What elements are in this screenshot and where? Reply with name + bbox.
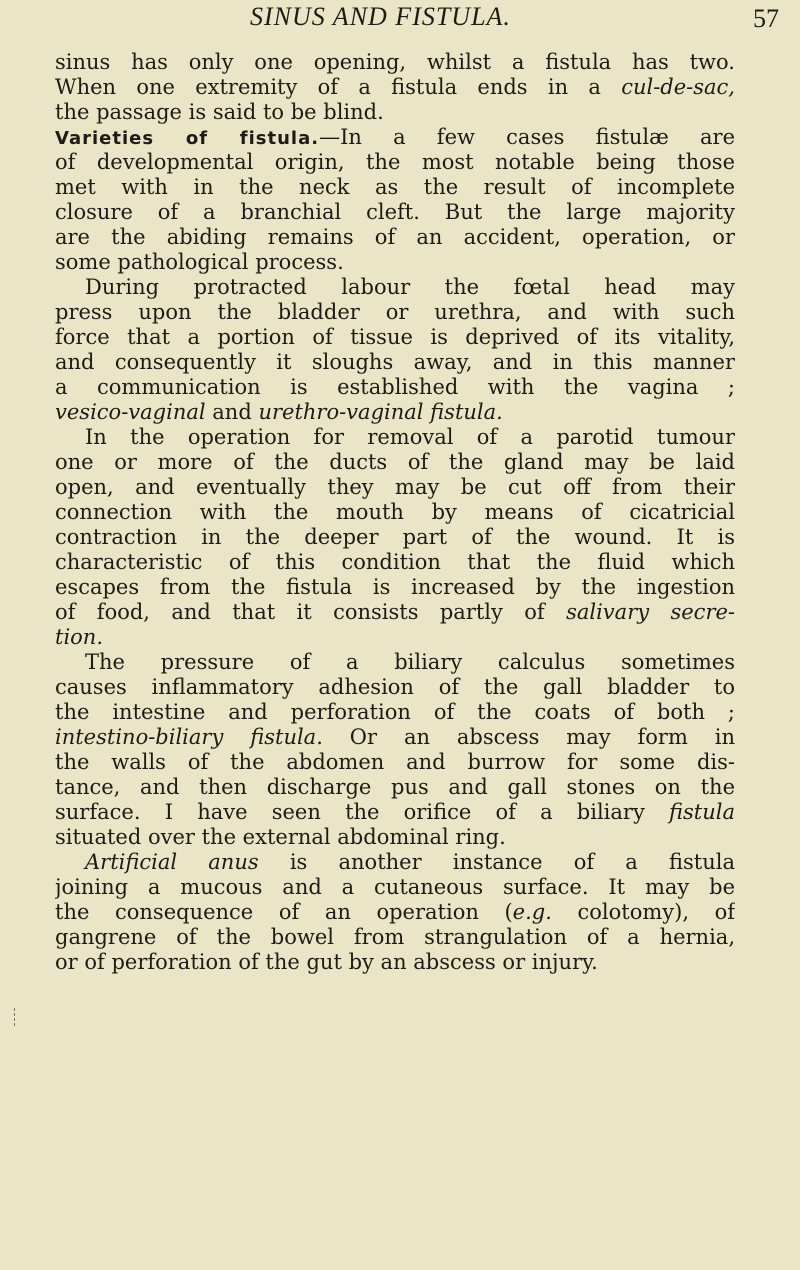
text-line: of food, and that it consists partly of salivary secre- [55, 600, 735, 624]
text-line: the passage is said to be blind. [55, 100, 384, 124]
text-line: force that a portion of tissue is deprived of its vitality, [55, 325, 735, 349]
text-line: connection with the mouth by means of cicatricial [55, 500, 735, 524]
margin-mark [14, 1008, 16, 1026]
text-line: the intestine and perforation of the coats of both ; [55, 700, 735, 724]
text-line: gangrene of the bowel from strangulation of a hernia, [55, 925, 735, 949]
text-line: characteristic of this condition that the fluid which [55, 550, 735, 574]
text-line: During protracted labour the fœtal head may [85, 275, 735, 299]
paragraph [55, 650, 735, 850]
italic-term: e.g. [512, 900, 552, 924]
text-line: or of perforation of the gut by an abscess or injury. [55, 950, 598, 974]
text-line: In the operation for removal of a parotid tumour [85, 425, 735, 449]
text-line: some pathological process. [55, 250, 344, 274]
body-text [55, 50, 735, 975]
running-title: SINUS AND FISTULA. [250, 2, 511, 31]
text-line: the walls of the abdomen and burrow for some dis- [55, 750, 735, 774]
text-line: contraction in the deeper part of the wound. It is [55, 525, 735, 549]
text-line: one or more of the ducts of the gland may be laid [55, 450, 735, 474]
text-line: met with in the neck as the result of incomplete [55, 175, 735, 199]
text-line: of developmental origin, the most notable being those [55, 150, 735, 174]
text-line: open, and eventually they may be cut off from their [55, 475, 735, 499]
text-line: sinus has only one opening, whilst a fistula has two. [55, 50, 735, 74]
text-line: a communication is established with the vagina ; [55, 375, 735, 399]
italic-term: urethro-vaginal fistula. [258, 400, 503, 424]
italic-term: fistula [669, 800, 735, 824]
italic-term: vesico-vaginal [55, 400, 206, 424]
italic-term: salivary secre- [566, 600, 735, 624]
text-line: escapes from the fistula is increased by the ingestion [55, 575, 735, 599]
text-line: situated over the external abdominal ring. [55, 825, 506, 849]
text-line: Varieties of fistula.—In a few cases fistulæ are [55, 125, 735, 149]
paragraph [55, 850, 735, 975]
section-heading: Varieties of fistula. [55, 128, 320, 149]
paragraph [55, 425, 735, 650]
text-line: are the abiding remains of an accident, operation, or [55, 225, 735, 249]
text-line: Artificial anus is another instance of a fistula [85, 850, 735, 874]
italic-term: Artificial anus [85, 850, 259, 874]
paragraph [55, 275, 735, 425]
text-line [55, 625, 735, 650]
page-number: 57 [753, 4, 779, 33]
text-line: joining a mucous and a cutaneous surface. It may be [55, 875, 735, 899]
paragraph [55, 50, 735, 125]
text-line: surface. I have seen the orifice of a biliary fistula [55, 800, 735, 824]
running-head [0, 0, 800, 33]
text-line: press upon the bladder or urethra, and with such [55, 300, 735, 324]
text-line: causes inflammatory adhesion of the gall bladder to [55, 675, 735, 699]
text-line: When one extremity of a fistula ends in a cul-de-sac, [55, 75, 735, 99]
text-line: The pressure of a biliary calculus sometimes [85, 650, 735, 674]
text-line: intestino-biliary fistula. Or an abscess may form in [55, 725, 735, 749]
italic-term: tion. [55, 625, 103, 649]
text-line: tance, and then discharge pus and gall stones on the [55, 775, 735, 799]
text-line: the consequence of an operation (e.g. colotomy), of [55, 900, 735, 924]
italic-term: intestino-biliary fistula [55, 725, 317, 749]
text-line: and consequently it sloughs away, and in this manner [55, 350, 735, 374]
text-line: vesico-vaginal and urethro-vaginal fistula. [55, 400, 503, 424]
paragraph [55, 125, 735, 275]
text-line: closure of a branchial cleft. But the large majority [55, 200, 735, 224]
italic-term: cul-de-sac, [621, 75, 735, 99]
